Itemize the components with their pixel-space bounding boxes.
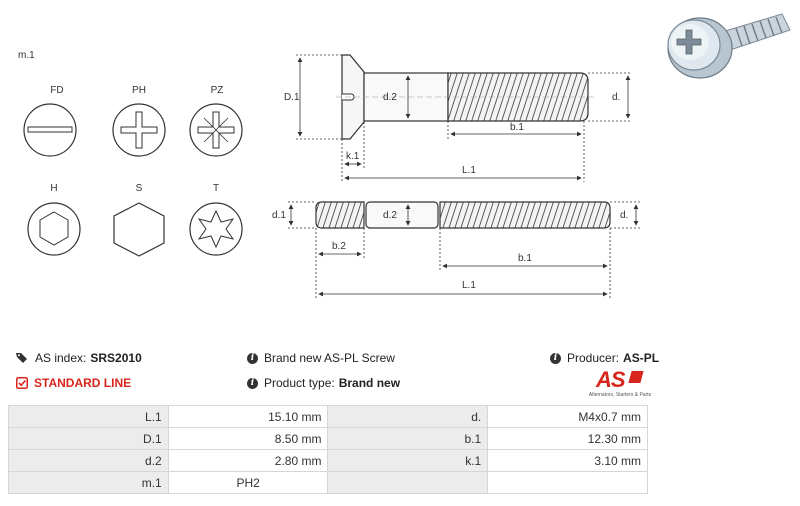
head-s-icon (114, 183, 164, 256)
info-icon: i (247, 378, 258, 389)
bottom-d1-label: d.1 (272, 210, 286, 221)
top-l1-label: L.1 (462, 165, 476, 176)
spec-key: k.1 (328, 450, 488, 472)
tags-icon (16, 352, 29, 364)
description-text: Brand new AS-PL Screw (264, 351, 395, 365)
spec-key: d. (328, 406, 488, 428)
table-row (9, 428, 648, 450)
as-index-label: AS index: (35, 351, 87, 365)
spec-value (488, 472, 648, 494)
top-b1-label: b.1 (510, 122, 524, 133)
check-square-icon (16, 377, 28, 389)
logo-mark (628, 371, 643, 383)
producer-label: Producer: (567, 351, 620, 365)
spec-value: 2.80 mm (168, 450, 328, 472)
producer-logo (588, 369, 652, 401)
standard-line-text: STANDARD LINE (34, 376, 132, 390)
table-row (9, 406, 648, 428)
top-screw-drawing (284, 55, 632, 182)
bottom-d-label: d. (620, 210, 629, 221)
producer-value: AS-PL (623, 351, 660, 365)
spec-key: m.1 (9, 472, 169, 494)
spec-key: b.1 (328, 428, 488, 450)
head-fd-label: FD (50, 85, 64, 96)
top-d-label: d. (612, 92, 621, 103)
top-k1-label: k.1 (346, 151, 360, 162)
bottom-stud-drawing (272, 202, 640, 298)
spec-key: d.2 (9, 450, 169, 472)
spec-key: L.1 (9, 406, 169, 428)
spec-value: 3.10 mm (488, 450, 648, 472)
info-icon: i (247, 353, 258, 364)
head-fd-icon (24, 85, 76, 156)
head-h-icon (28, 183, 80, 255)
as-index-value: SRS2010 (90, 351, 142, 365)
head-ph-label: PH (132, 85, 146, 96)
logo-text: AS (596, 367, 625, 392)
head-t-label: T (212, 183, 220, 194)
standard-line (16, 376, 131, 390)
info-icon: i (550, 353, 561, 364)
head-h-label: H (50, 183, 58, 194)
head-ph-icon (113, 85, 165, 156)
table-row (9, 450, 648, 472)
bottom-b2-label: b.2 (332, 241, 346, 252)
as-index (16, 351, 142, 365)
head-pz-label: PZ (210, 85, 224, 96)
section-label: m.1 (18, 50, 35, 61)
spec-value: 8.50 mm (168, 428, 328, 450)
product-photo (668, 14, 790, 78)
head-s-label: S (135, 183, 143, 194)
head-t-icon (190, 183, 242, 255)
spec-value: PH2 (168, 472, 328, 494)
logo-tagline: Alternators, Starters & Parts (588, 392, 652, 398)
bottom-d2-label: d.2 (383, 210, 397, 221)
bottom-b1-label: b.1 (518, 253, 532, 264)
bottom-l1-label: L.1 (462, 280, 476, 291)
spec-table (8, 405, 648, 494)
product-type-label: Product type: (264, 376, 335, 390)
spec-value: 15.10 mm (168, 406, 328, 428)
table-row (9, 472, 648, 494)
spec-key: D.1 (9, 428, 169, 450)
producer (550, 351, 659, 365)
spec-key (328, 472, 488, 494)
product-description (247, 351, 395, 365)
product-type (247, 376, 400, 390)
head-pz-icon (190, 85, 242, 156)
spec-value: M4x0.7 mm (488, 406, 648, 428)
spec-value: 12.30 mm (488, 428, 648, 450)
top-d2-label: d.2 (383, 92, 397, 103)
top-d1-label: D.1 (284, 92, 300, 103)
product-type-value: Brand new (338, 376, 401, 390)
